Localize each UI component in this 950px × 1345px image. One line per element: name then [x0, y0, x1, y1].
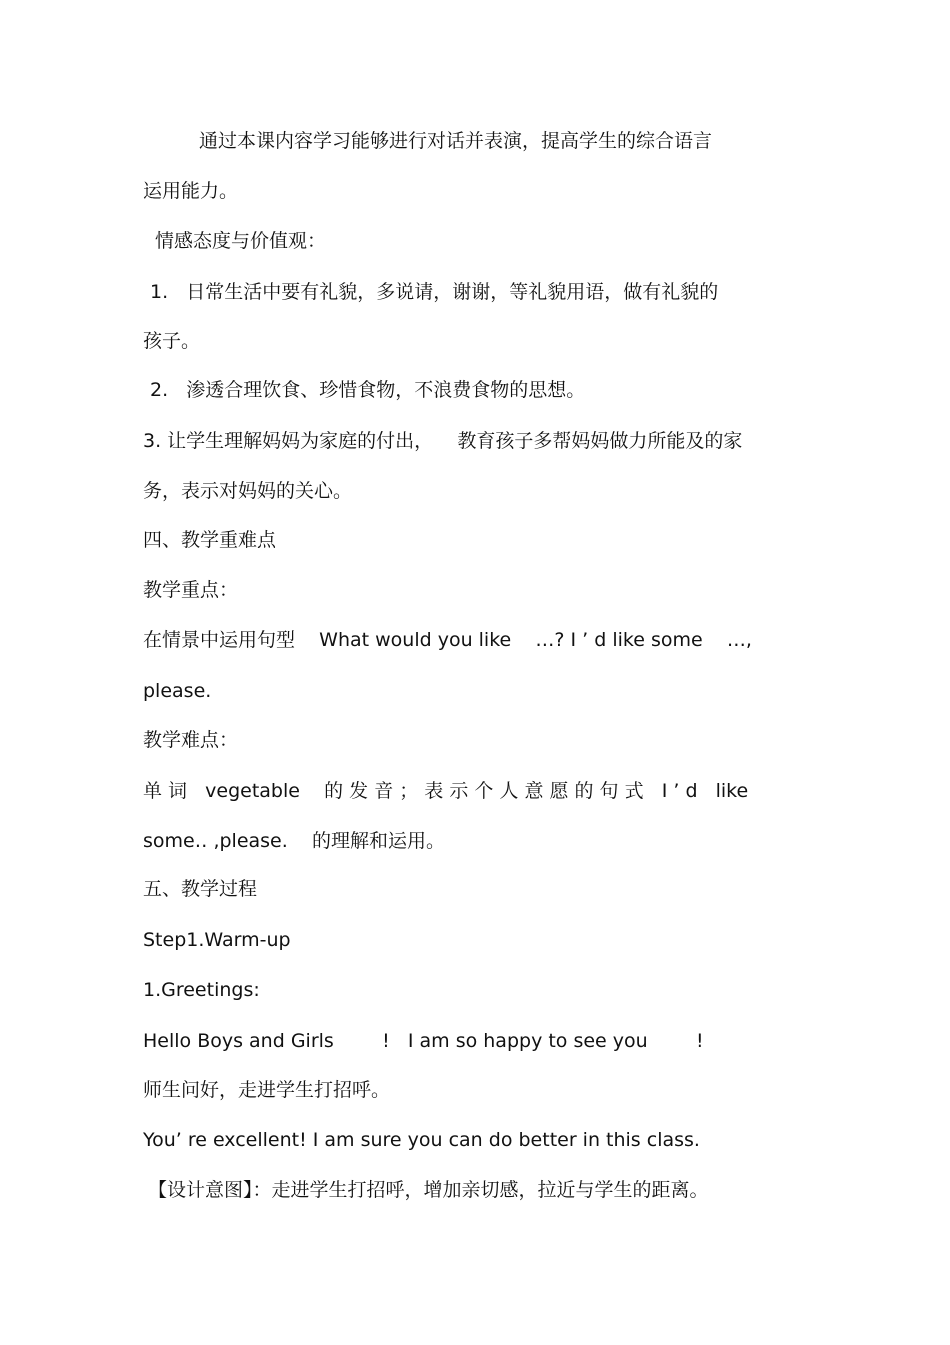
text-line-8: 务，表示对妈妈的关心。: [143, 480, 353, 502]
text-line-14: 单 词 vegetable 的 发 音 ； 表 示 个 人 意 愿 的 句 式 I ’ d like: [143, 780, 749, 802]
text-line-7: 3. 让学生理解妈妈为家庭的付出， 教育孩子多帮妈妈做力所能及的家: [143, 430, 743, 452]
step-heading-warm-up: Step1.Warm-up: [143, 929, 291, 951]
text-line-4: 1. 日常生活中要有礼貌，多说请，谢谢，等礼貌用语，做有礼貌的: [150, 281, 719, 303]
text-line-12: please.: [143, 680, 212, 702]
text-line-21: You’ re excellent! I am sure you can do better in this class.: [143, 1129, 700, 1151]
text-line-19: Hello Boys and Girls ! I am so happy to see you !: [143, 1030, 704, 1052]
subheading-key-point: 教学重点：: [143, 579, 239, 601]
text-line-2: 运用能力。: [143, 180, 239, 202]
text-line-11: 在情景中运用句型 What would you like …? I ’ d like some …,: [143, 629, 752, 651]
section-heading-attitudes: 情感态度与价值观：: [155, 230, 327, 252]
text-line-15: some‥ ,please. 的理解和运用。: [143, 830, 445, 852]
text-line-20: 师生问好，走进学生打招呼。: [143, 1079, 391, 1101]
section-heading-key-points: 四、教学重难点: [143, 529, 277, 551]
section-heading-process: 五、教学过程: [143, 878, 258, 900]
text-line-6: 2. 渗透合理饮食、珍惜食物，不浪费食物的思想。: [150, 379, 586, 401]
design-intent-line: 【设计意图】：走进学生打招呼，增加亲切感，拉近与学生的距离。: [148, 1179, 709, 1201]
subheading-difficult-point: 教学难点：: [143, 729, 239, 751]
text-line-18: 1.Greetings:: [143, 979, 260, 1001]
text-line-1: 通过本课内容学习能够进行对话并表演，提高学生的综合语言: [199, 130, 713, 152]
text-line-5: 孩子。: [143, 330, 201, 352]
